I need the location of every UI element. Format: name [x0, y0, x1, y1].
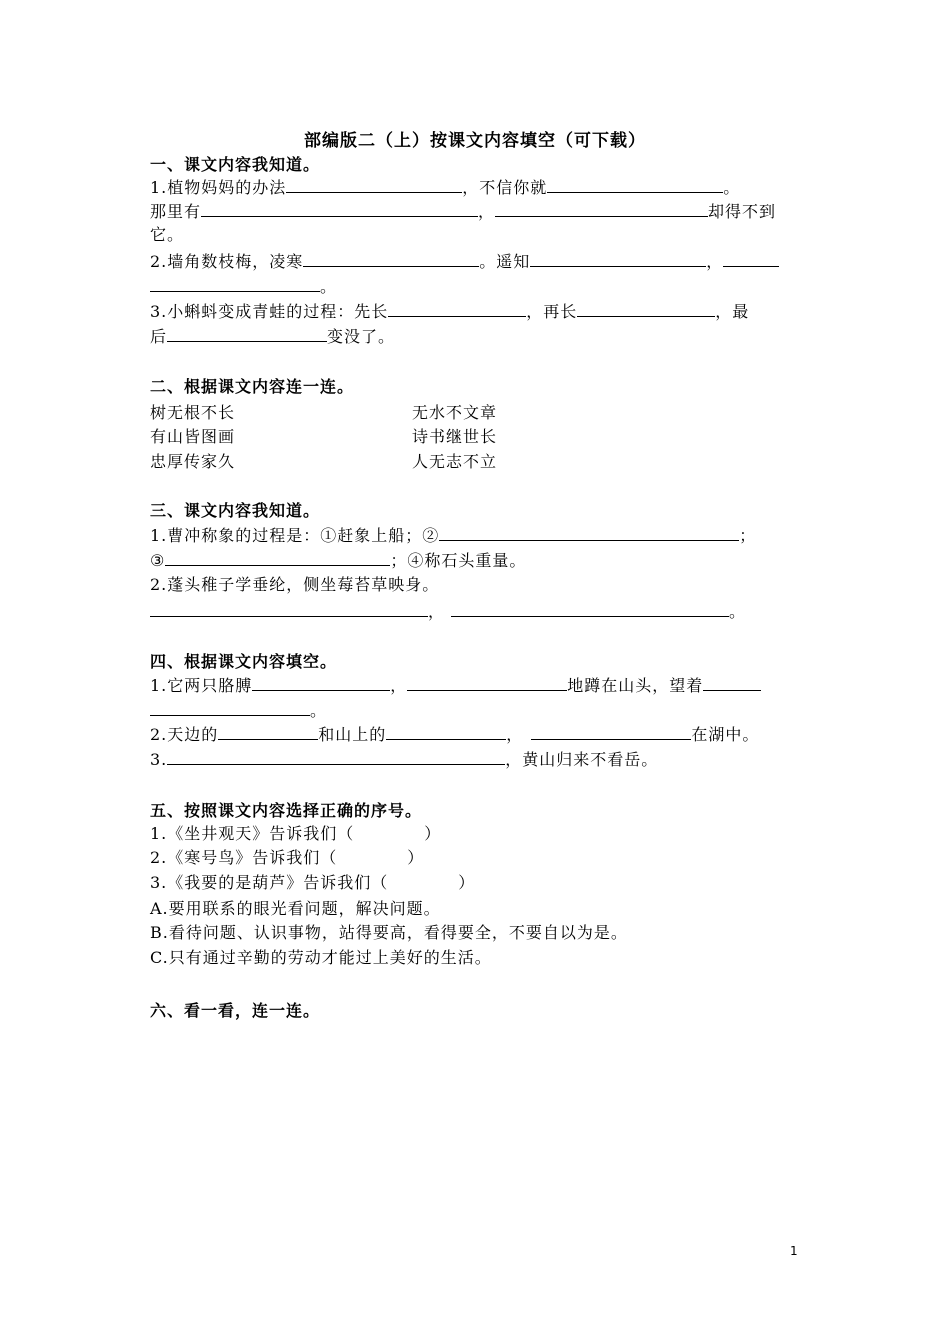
s4-q1-line2: 。 [150, 699, 327, 722]
page-number: 1 [790, 1244, 798, 1258]
s1-q3-line2: 后 变没了。 [150, 327, 396, 346]
blank[interactable] [218, 723, 318, 740]
match-right-1[interactable]: 无水不文章 [412, 403, 498, 422]
blank[interactable] [386, 723, 506, 740]
s5-option-b: B.看待问题、认识事物，站得要高，看得要全，不要自以为是。 [150, 923, 628, 942]
s1-q2-line2: 。 [150, 275, 337, 298]
blank[interactable] [201, 200, 478, 217]
blank[interactable] [150, 600, 428, 617]
blank[interactable] [150, 275, 320, 292]
blank[interactable] [150, 699, 310, 716]
s4-q3-line1: 3. ，黄山归来不看岳。 [150, 750, 659, 769]
section-5-heading: 五、按照课文内容选择正确的序号。 [150, 801, 423, 820]
s3-q2-line2: ， 。 [150, 600, 746, 623]
section-3-heading: 三、课文内容我知道。 [150, 501, 321, 520]
s5-option-c: C.只有通过辛勤的劳动才能过上美好的生活。 [150, 948, 492, 967]
s5-q2: 2.《寒号鸟》告诉我们（ ） [150, 848, 425, 867]
blank[interactable] [439, 524, 739, 541]
match-left-3[interactable]: 忠厚传家久 [150, 452, 236, 471]
s3-q1-line2: ③ ；④称石头重量。 [150, 551, 527, 570]
blank[interactable] [388, 300, 526, 317]
match-left-1[interactable]: 树无根不长 [150, 403, 236, 422]
s4-q2-line1: 2.天边的 和山上的 ， 在湖中。 [150, 725, 760, 744]
section-6-heading: 六、看一看，连一连。 [150, 1001, 321, 1020]
s1-q2-line1: 2.墙角数枝梅，凌寒 。遥知 ， [150, 250, 779, 273]
s1-q3-line1: 3.小蝌蚪变成青蛙的过程：先长 ，再长 ，最 [150, 302, 750, 321]
s1-q1-line3: 它。 [150, 225, 185, 244]
match-left-2[interactable]: 有山皆图画 [150, 427, 236, 446]
s1-q1-line2: 那里有 ， 却得不到 [150, 202, 777, 221]
blank[interactable] [451, 600, 729, 617]
match-right-2[interactable]: 诗书继世长 [412, 427, 498, 446]
s4-q1-line1: 1.它两只胳膊 ， 地蹲在山头，望着 [150, 674, 761, 697]
blank[interactable] [167, 325, 327, 342]
s3-q1-line1: 1.曹冲称象的过程是：①赶象上船；② ； [150, 526, 757, 545]
blank[interactable] [723, 250, 779, 267]
blank[interactable] [303, 250, 479, 267]
match-right-3[interactable]: 人无志不立 [412, 452, 498, 471]
section-1-heading: 一、课文内容我知道。 [150, 155, 321, 174]
section-4-heading: 四、根据课文内容填空。 [150, 652, 338, 671]
page-title: 部编版二（上）按课文内容填空（可下载） [304, 131, 646, 151]
s5-option-a: A.要用联系的眼光看问题，解决问题。 [150, 899, 441, 918]
blank[interactable] [531, 723, 691, 740]
blank[interactable] [252, 674, 390, 691]
blank[interactable] [495, 200, 708, 217]
s5-q1: 1.《坐井观天》告诉我们（ ） [150, 824, 442, 843]
s3-q2-line1: 2.蓬头稚子学垂纶，侧坐莓苔草映身。 [150, 575, 440, 594]
blank[interactable] [167, 748, 505, 765]
s1-q1-line1: 1.植物妈妈的办法 ，不信你就 。 [150, 178, 741, 197]
blank[interactable] [286, 176, 462, 193]
section-2-heading: 二、根据课文内容连一连。 [150, 377, 355, 396]
blank[interactable] [547, 176, 723, 193]
s5-q3: 3.《我要的是葫芦》告诉我们（ ） [150, 873, 476, 892]
blank[interactable] [577, 300, 715, 317]
blank[interactable] [703, 674, 761, 691]
blank[interactable] [407, 674, 567, 691]
blank[interactable] [530, 250, 706, 267]
blank[interactable] [165, 549, 390, 566]
